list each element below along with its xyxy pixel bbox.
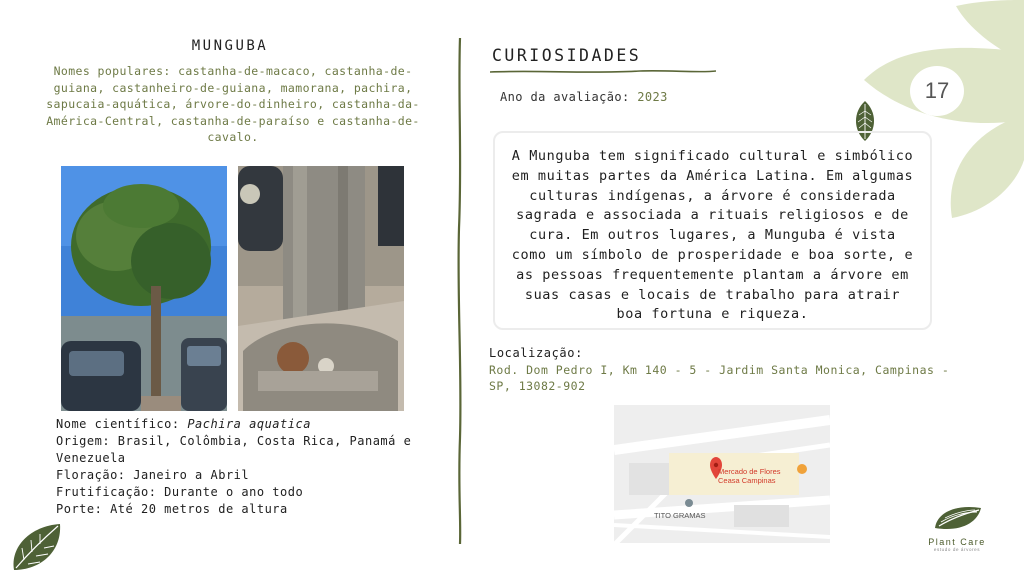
map-place-label: Mercado de Flores Ceasa Campinas [718,467,781,485]
size: Porte: Até 20 metros de altura [56,502,288,516]
location-label: Localização: [489,346,583,360]
brand-name: Plant Care [928,537,986,547]
tree-photo [61,166,227,411]
vertical-divider [455,38,465,544]
location-map[interactable] [614,405,830,543]
evaluation-year: Ano da avaliação: 2023 [500,90,668,104]
title-underline [490,68,716,76]
map-secondary-label: TITO GRAMAS [654,511,706,520]
popular-names: Nomes populares: castanha-de-macaco, castanha-de-guiana, castanheiro-de-guiana, mamorana, pachira, sapucaia-aquática, árvore-do-dinheiro, castanha-da-América-Central, castanha-de-paraíso e castanha-de-cavalo. [46,64,420,144]
flowering: Floração: Janeiro a Abril [56,468,250,482]
section-title: CURIOSIDADES [492,46,642,65]
plant-title: MUNGUBA [191,38,269,54]
origin: Origem: Brasil, Colômbia, Costa Rica, Panamá e Venezuela [56,434,412,465]
leaf-icon [10,522,62,572]
brand-logo [922,502,992,552]
leaf-icon [931,502,983,532]
fruiting: Frutificação: Durante o ano todo [56,485,304,499]
brand-tagline: estudo de árvores [933,547,981,552]
trunk-photo [238,166,404,411]
page-number: 17 [910,66,964,116]
plant-facts [56,416,416,518]
curiosity-text: A Munguba tem significado cultural e simbólico em muitas partes da América Latina. Em algumas culturas indígenas, a árvore é considerada sagrada e associada a rituais religiosos e de cura. Em outros lugares, a Munguba é vista como um símbolo de prosperidade e boa sorte, e as pessoas frequentemente plantam a árvore em suas casas e locais de trabalho para atrair boa fortuna e riqueza. [493,131,932,330]
scientific-name: Nome científico: Pachira aquatica [56,417,311,431]
location-address: Rod. Dom Pedro I, Km 140 - 5 - Jardim Santa Monica, Campinas - SP, 13082-902 [489,363,950,393]
